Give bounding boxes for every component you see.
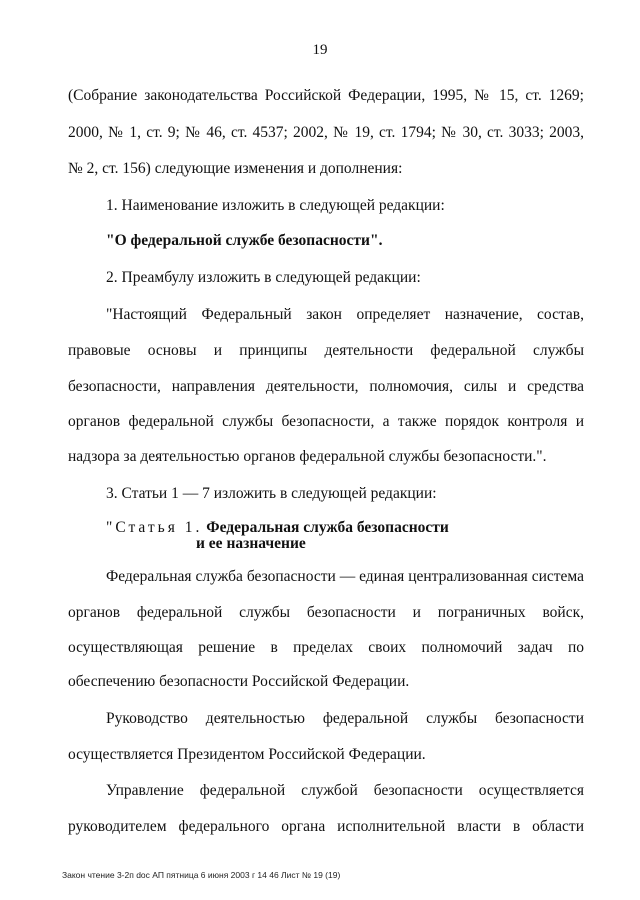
preamble-line: правовые основы и принципы деятельности федеральной службы [68,342,584,359]
text-line: (Собрание законодательства Российской Федерации, 1995, № 15, ст. 1269; [68,87,584,104]
preamble-line: надзора за деятельностью органов федеральной службы безопасности.". [68,448,547,465]
document-footer: Закон чтение 3-2п doc АП пятница 6 июня 2003 г 14 46 Лист № 19 (19) [62,870,341,880]
amendment-item-1: 1. Наименование изложить в следующей редакции: [106,197,445,214]
amendment-item-3: 3. Статьи 1 — 7 изложить в следующей редакции: [106,485,437,502]
text-line: 2000, № 1, ст. 9; № 46, ст. 4537; 2002, № 19, ст. 1794; № 30, ст. 3033; 2003, [68,124,584,141]
preamble-line: безопасности, направления деятельности, полномочия, силы и средства [68,378,584,395]
article-text-line: Федеральная служба безопасности — единая централизованная система [106,568,584,585]
article-title-continued: и ее назначение [196,535,306,552]
article-text-line: Руководство деятельностью федеральной службы безопасности [106,710,584,727]
article-text-line: органов федеральной службы безопасности и пограничных войск, [68,604,584,621]
article-text-line: осуществляется Президентом Российской Федерации. [68,746,426,763]
page-number: 19 [312,42,328,58]
article-title: Федеральная служба безопасности [206,519,449,536]
article-text-line: обеспечению безопасности Российской Федерации. [68,673,410,690]
article-prefix: "Статья 1. [106,519,203,536]
preamble-line: органов федеральной службы безопасности, а также порядок контроля и [68,413,584,430]
article-text-line: осуществляющая решение в пределах своих полномочий задач по [68,639,584,656]
article-text-line: Управление федеральной службой безопасности осуществляется [106,782,584,799]
new-title: "О федеральной службе безопасности". [106,232,383,249]
text-line: № 2, ст. 156) следующие изменения и дополнения: [68,160,403,177]
preamble-line: "Настоящий Федеральный закон определяет назначение, состав, [106,306,584,323]
amendment-item-2: 2. Преамбулу изложить в следующей редакции: [106,269,421,286]
article-text-line: руководителем федерального органа исполнительной власти в области [68,818,584,835]
